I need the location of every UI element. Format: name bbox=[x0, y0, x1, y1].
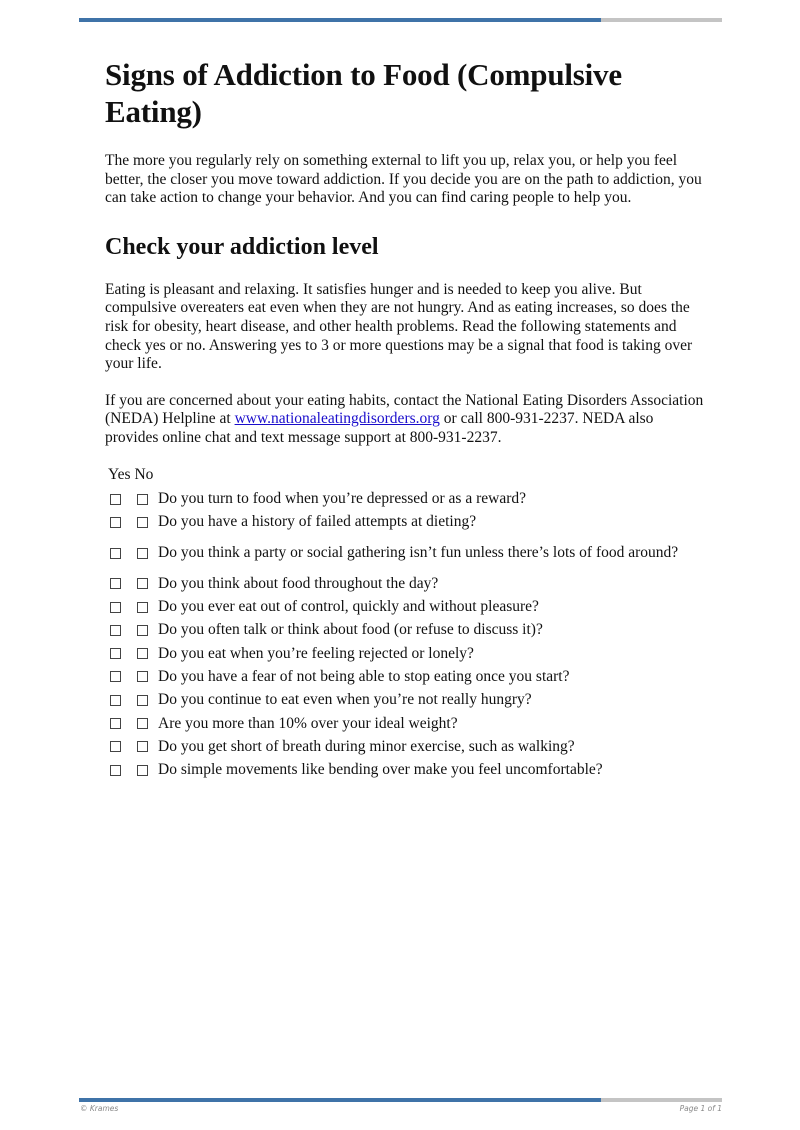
checklist-item bbox=[105, 511, 705, 534]
neda-website-link[interactable]: www.nationaleatingdisorders.org bbox=[234, 410, 440, 428]
no-checkbox[interactable] bbox=[137, 494, 148, 505]
checklist-question: Do you eat when you’re feeling rejected or lonely? bbox=[158, 644, 474, 662]
yes-checkbox[interactable] bbox=[110, 741, 121, 752]
checklist-question: Do you think about food throughout the day? bbox=[158, 574, 439, 592]
checklist-item bbox=[105, 534, 705, 572]
yes-checkbox[interactable] bbox=[110, 695, 121, 706]
checklist-item bbox=[105, 759, 705, 782]
yes-checkbox[interactable] bbox=[110, 548, 121, 559]
footer-bar-secondary bbox=[601, 1098, 722, 1102]
section-heading: Check your addiction level bbox=[105, 233, 379, 260]
yes-checkbox[interactable] bbox=[110, 718, 121, 729]
yes-checkbox[interactable] bbox=[110, 648, 121, 659]
checklist-question: Do you ever eat out of control, quickly and without pleasure? bbox=[158, 598, 539, 616]
checklist-item bbox=[105, 735, 705, 758]
contact-text-before: If you are concerned about your eating habits, contact the National Eating Disorders Association (NEDA) Helpline at bbox=[105, 391, 704, 428]
checklist-question: Do simple movements like bending over make you feel uncomfortable? bbox=[158, 761, 603, 779]
footer-divider-bar bbox=[79, 1098, 722, 1102]
checklist-item bbox=[105, 572, 705, 595]
header-divider-bar bbox=[79, 18, 722, 22]
checklist-item bbox=[105, 712, 705, 735]
yes-column-label: Yes bbox=[108, 465, 131, 483]
checklist-question: Do you often talk or think about food (or refuse to discuss it)? bbox=[158, 621, 543, 639]
page-footer bbox=[80, 1104, 722, 1113]
yes-checkbox[interactable] bbox=[110, 578, 121, 589]
checklist-question: Do you continue to eat even when you’re not really hungry? bbox=[158, 691, 532, 709]
no-checkbox[interactable] bbox=[137, 648, 148, 659]
checklist-header bbox=[105, 466, 705, 484]
no-checkbox[interactable] bbox=[137, 517, 148, 528]
checklist-item bbox=[105, 689, 705, 712]
checklist-item bbox=[105, 665, 705, 688]
header-bar-primary bbox=[79, 18, 601, 22]
no-checkbox[interactable] bbox=[137, 602, 148, 613]
checklist-item bbox=[105, 642, 705, 665]
contact-paragraph bbox=[105, 392, 705, 448]
page-number: Page 1 of 1 bbox=[679, 1104, 722, 1113]
checklist-question: Do you have a fear of not being able to stop eating once you start? bbox=[158, 667, 570, 685]
footer-bar-primary bbox=[79, 1098, 601, 1102]
yes-checkbox[interactable] bbox=[110, 625, 121, 636]
no-column-label: No bbox=[134, 465, 154, 483]
checklist-question: Do you have a history of failed attempts at dieting? bbox=[158, 513, 477, 531]
yes-checkbox[interactable] bbox=[110, 494, 121, 505]
checklist-item bbox=[105, 595, 705, 618]
checklist-item bbox=[105, 619, 705, 642]
checklist-item bbox=[105, 488, 705, 511]
no-checkbox[interactable] bbox=[137, 765, 148, 776]
checklist-rows bbox=[105, 488, 705, 782]
yes-checkbox[interactable] bbox=[110, 765, 121, 776]
copyright-text: © Krames bbox=[80, 1104, 119, 1113]
document-body bbox=[105, 56, 705, 782]
no-checkbox[interactable] bbox=[137, 718, 148, 729]
no-checkbox[interactable] bbox=[137, 578, 148, 589]
section-paragraph: Eating is pleasant and relaxing. It satisfies hunger and is needed to keep you alive. But compulsive overeaters eat even when they are not hungry. And as eating increases, so does the risk for obesity, heart disease, and other health problems. Read the following statements and check yes or no. Answering yes to 3 or more questions may be a signal that food is taking over your life. bbox=[105, 280, 693, 373]
no-checkbox[interactable] bbox=[137, 548, 148, 559]
no-checkbox[interactable] bbox=[137, 625, 148, 636]
header-bar-secondary bbox=[601, 18, 722, 22]
addiction-checklist bbox=[105, 466, 705, 782]
page-title: Signs of Addiction to Food (Compulsive Eating) bbox=[105, 57, 622, 129]
yes-checkbox[interactable] bbox=[110, 671, 121, 682]
checklist-question: Do you get short of breath during minor exercise, such as walking? bbox=[158, 737, 575, 755]
checklist-question: Are you more than 10% over your ideal weight? bbox=[158, 714, 458, 732]
yes-checkbox[interactable] bbox=[110, 602, 121, 613]
yes-checkbox[interactable] bbox=[110, 517, 121, 528]
checklist-question: Do you turn to food when you’re depressed or as a reward? bbox=[158, 490, 527, 508]
no-checkbox[interactable] bbox=[137, 695, 148, 706]
no-checkbox[interactable] bbox=[137, 671, 148, 682]
no-checkbox[interactable] bbox=[137, 741, 148, 752]
contact-text-after: or call 800-931-2237. NEDA also provides online chat and text message support at 800-931-2237. bbox=[105, 410, 654, 446]
intro-paragraph: The more you regularly rely on something external to lift you up, relax you, or help you feel better, the closer you move toward addiction. If you decide you are on the path to addiction, you can take action to change your behavior. And you can find caring people to help you. bbox=[105, 152, 702, 207]
checklist-question: Do you think a party or social gathering isn’t fun unless there’s lots of food around? bbox=[158, 544, 679, 562]
